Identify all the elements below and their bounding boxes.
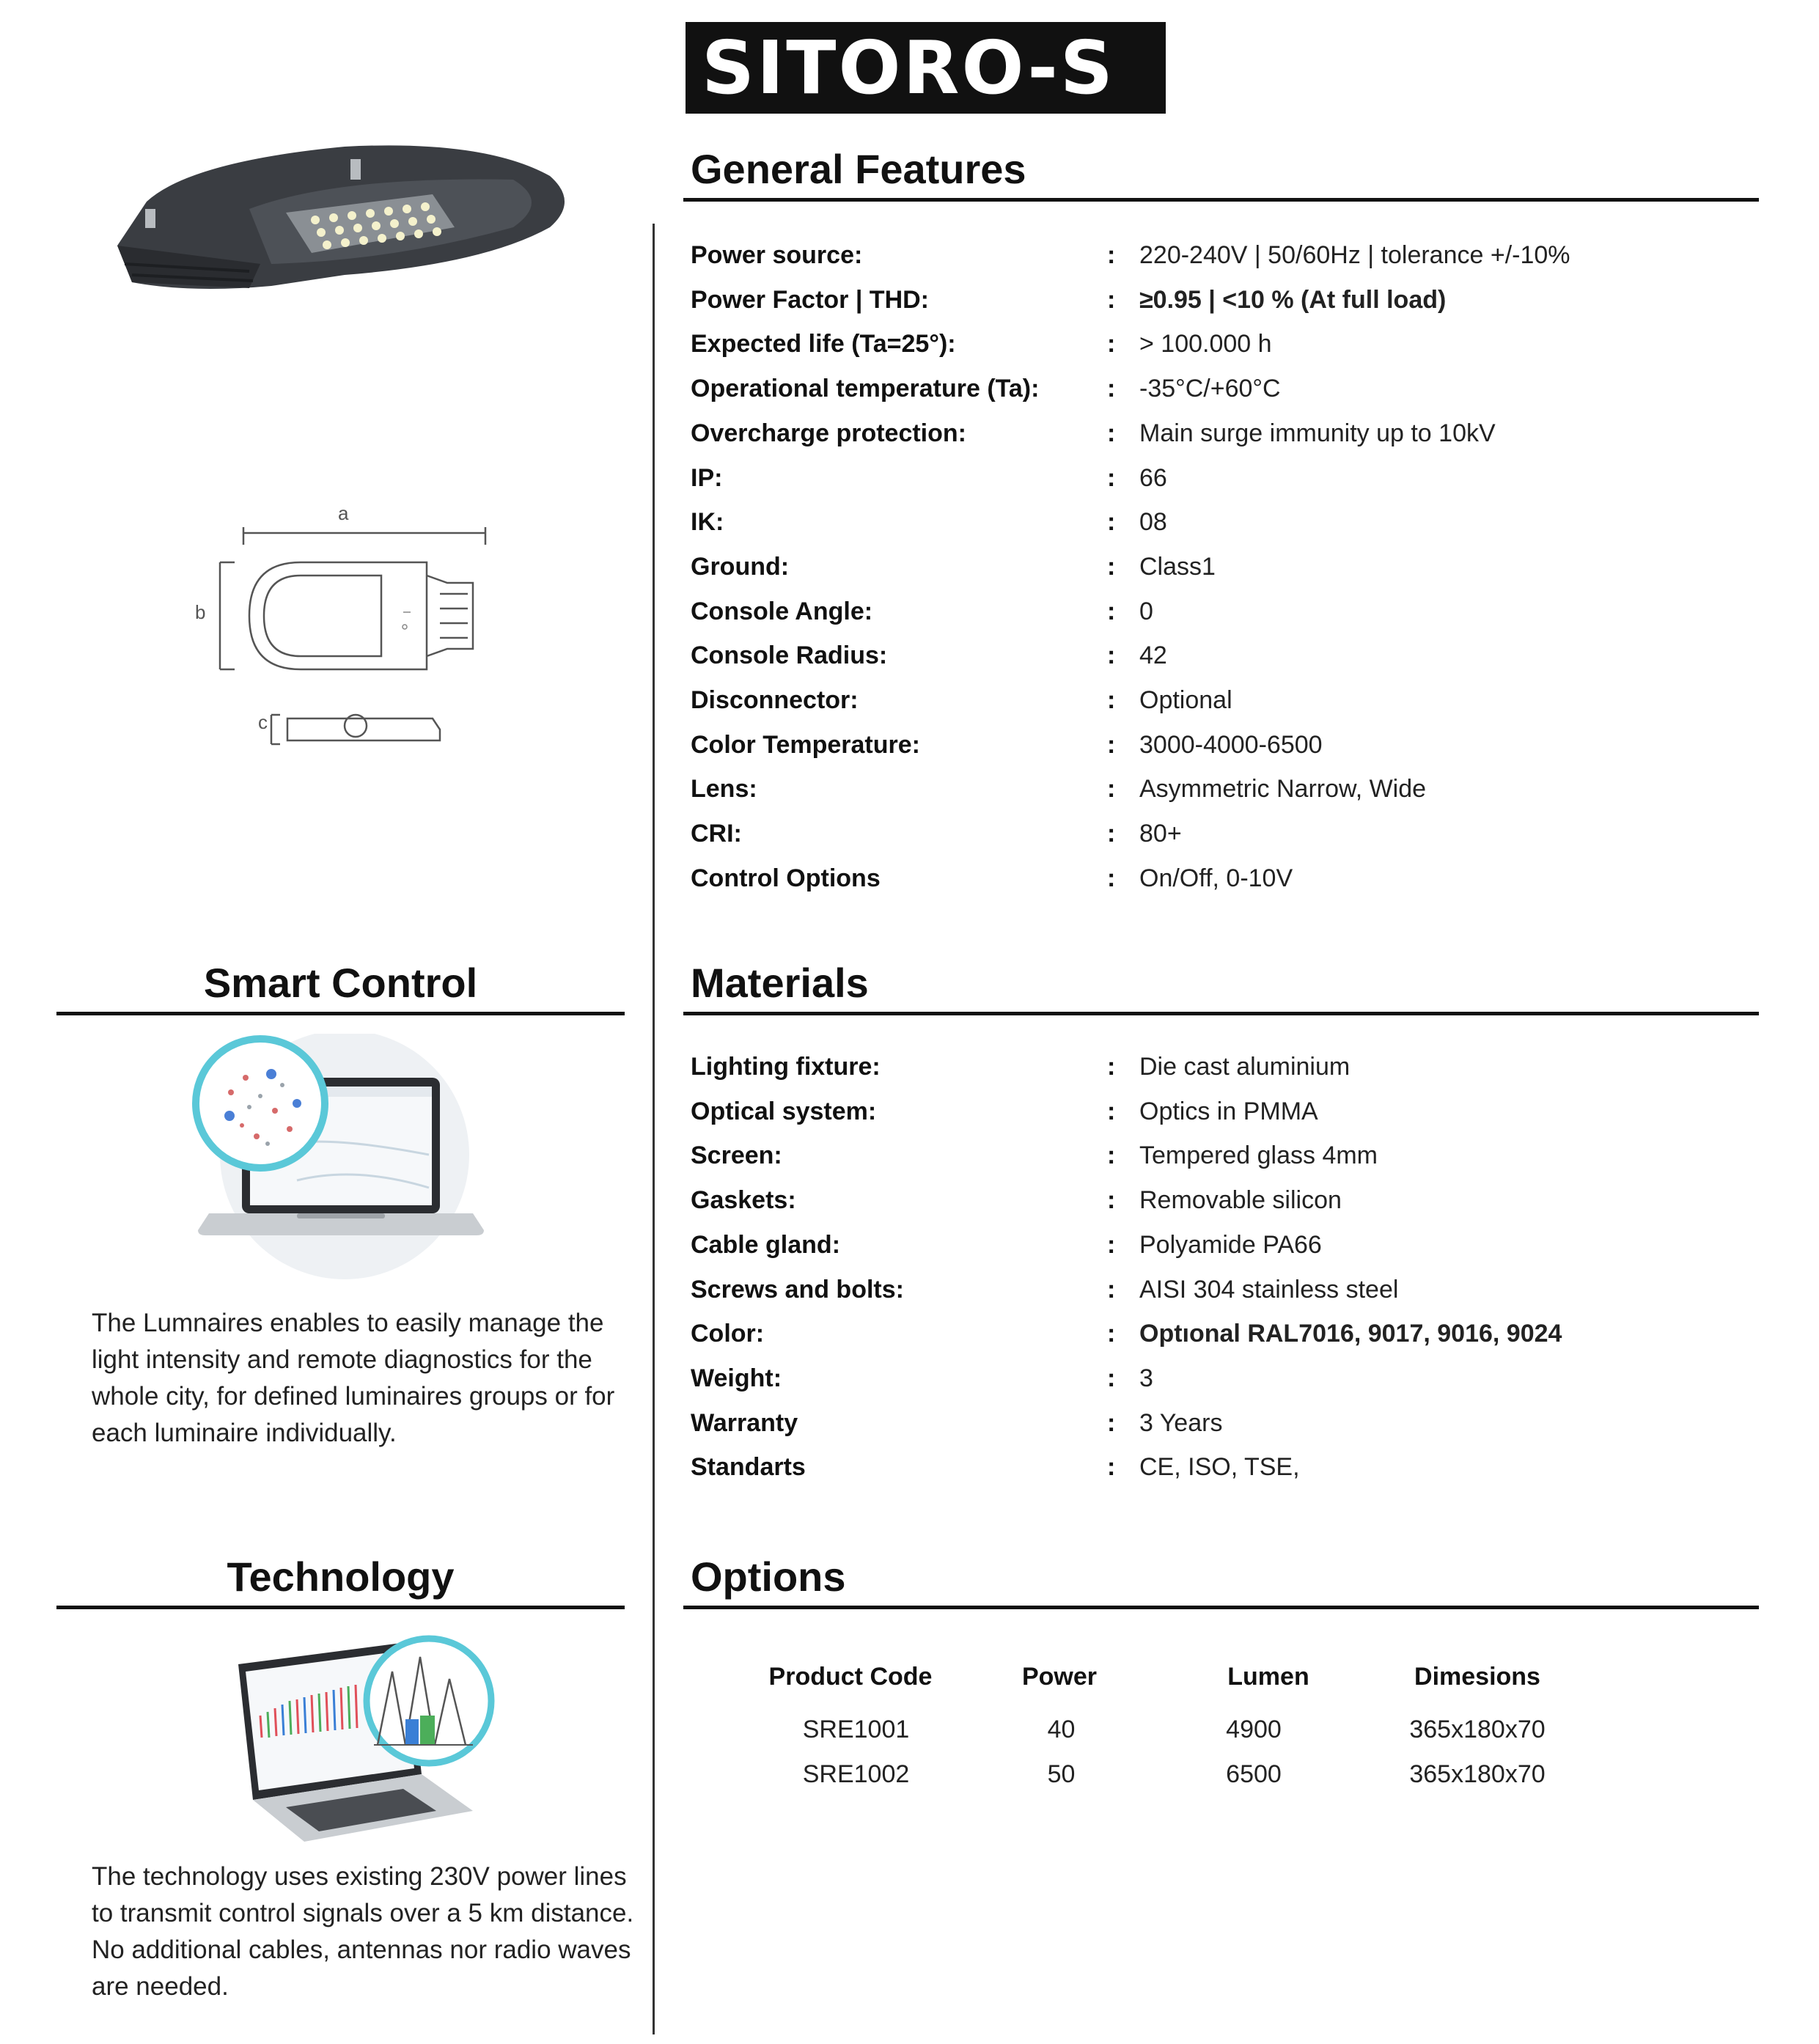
options-heading: Options [691, 1554, 846, 1600]
spec-row [691, 1178, 1754, 1222]
spec-row [691, 1089, 1754, 1133]
spec-label: Warranty [691, 1408, 798, 1437]
spec-row [691, 545, 1754, 589]
spec-value: CE, ISO, TSE, [1139, 1453, 1300, 1482]
spec-colon: : [1107, 1230, 1116, 1259]
spec-label: Disconnector: [691, 686, 859, 714]
materials-rule [683, 1012, 1759, 1015]
spec-colon: : [1107, 463, 1116, 492]
spec-row [691, 589, 1754, 633]
spec-row [691, 1268, 1754, 1312]
spec-value: 3000-4000-6500 [1139, 730, 1323, 759]
options-cell-dimensions: 365x180x70 [1409, 1716, 1546, 1743]
spec-row [691, 278, 1754, 322]
options-cell-dimensions: 365x180x70 [1409, 1760, 1546, 1788]
spec-value: Optional [1139, 686, 1232, 714]
spec-label: Lighting fixture: [691, 1053, 881, 1081]
spec-label: Cable gland: [691, 1230, 841, 1259]
spec-value: Optıonal RAL7016, 9017, 9016, 9024 [1139, 1320, 1562, 1348]
options-cell-code: SRE1002 [802, 1760, 910, 1788]
spec-colon: : [1107, 730, 1116, 759]
spec-value: -35°C/+60°C [1139, 375, 1281, 403]
spec-value: > 100.000 h [1139, 330, 1272, 359]
spec-value: AISI 304 stainless steel [1139, 1275, 1399, 1304]
spec-label: Color Temperature: [691, 730, 920, 759]
spec-row [691, 1401, 1754, 1445]
options-col-dimensions: Dimesions [1414, 1663, 1540, 1691]
spec-value: 08 [1139, 508, 1167, 537]
spec-value: Removable silicon [1139, 1186, 1342, 1215]
spec-colon: : [1107, 1186, 1116, 1215]
spec-label: Weight: [691, 1364, 782, 1392]
spec-row [691, 812, 1754, 856]
spec-colon: : [1107, 508, 1116, 537]
spec-colon: : [1107, 1320, 1116, 1348]
options-col-power: Power [1021, 1663, 1098, 1691]
spec-colon: : [1107, 552, 1116, 581]
smart-control-illustration [187, 1034, 495, 1283]
spec-label: Screen: [691, 1142, 782, 1170]
spec-row [691, 1133, 1754, 1177]
spec-row [691, 767, 1754, 811]
spec-value: Die cast aluminium [1139, 1053, 1351, 1081]
spec-colon: : [1107, 419, 1116, 447]
spec-row [691, 1445, 1754, 1489]
options-cell-lumen: 4900 [1226, 1716, 1282, 1743]
technology-heading: Technology [227, 1554, 455, 1600]
spec-label: Standarts [691, 1453, 806, 1482]
materials-heading: Materials [691, 960, 869, 1006]
spec-label: Control Options [691, 864, 881, 892]
spec-label: IP: [691, 463, 723, 492]
technology-text: The technology uses existing 230V power lines to transmit control signals over a 5 km distance. No additional cables, antennas nor radio waves are needed. [92, 1862, 634, 2001]
spec-colon: : [1107, 1097, 1116, 1125]
spec-colon: : [1107, 597, 1116, 625]
dimension-label-a: a [338, 502, 349, 524]
spec-value: ≥0.95 | <10 % (At full load) [1139, 285, 1447, 314]
spec-label: Ground: [691, 552, 790, 581]
spec-colon: : [1107, 775, 1116, 804]
spec-label: Console Angle: [691, 597, 873, 625]
options-cell-power: 40 [1047, 1716, 1076, 1743]
technology-illustration [216, 1628, 495, 1848]
options-cell-power: 50 [1047, 1760, 1076, 1788]
options-cell-code: SRE1001 [802, 1716, 910, 1743]
spec-row [691, 322, 1754, 366]
spec-colon: : [1107, 686, 1116, 714]
spec-label: Screws and bolts: [691, 1275, 904, 1304]
spec-row [691, 1045, 1754, 1089]
spec-colon: : [1107, 241, 1116, 269]
spec-value: 220-240V | 50/60Hz | tolerance +/-10% [1139, 241, 1570, 269]
spec-colon: : [1107, 1408, 1116, 1437]
spec-row [691, 1356, 1754, 1400]
spec-label: Expected life (Ta=25°): [691, 330, 956, 359]
luminaire-photo [103, 136, 579, 304]
spec-value: Asymmetric Narrow, Wide [1139, 775, 1427, 804]
smart-control-rule [56, 1012, 625, 1015]
spec-label: IK: [691, 508, 724, 537]
smart-control-heading: Smart Control [203, 960, 478, 1006]
spec-label: Power source: [691, 241, 863, 269]
spec-row [691, 233, 1754, 277]
spec-colon: : [1107, 1453, 1116, 1482]
spec-row [691, 1223, 1754, 1267]
technology-rule [56, 1606, 625, 1609]
spec-row [691, 856, 1754, 900]
spec-colon: : [1107, 1142, 1116, 1170]
spec-row [691, 411, 1754, 455]
spec-row [691, 1312, 1754, 1356]
spec-colon: : [1107, 820, 1116, 848]
spec-value: 0 [1139, 597, 1153, 625]
spec-colon: : [1107, 330, 1116, 359]
spec-label: CRI: [691, 820, 742, 848]
options-col-lumen: Lumen [1227, 1663, 1309, 1691]
spec-label: Gaskets: [691, 1186, 796, 1215]
spec-label: Console Radius: [691, 641, 888, 670]
spec-colon: : [1107, 375, 1116, 403]
spec-colon: : [1107, 864, 1116, 892]
spec-value: 42 [1139, 641, 1167, 670]
spec-label: Lens: [691, 775, 757, 804]
product-title: SITORO-S [686, 22, 1166, 114]
spec-value: Main surge immunity up to 10kV [1139, 419, 1496, 447]
spec-value: Optics in PMMA [1139, 1097, 1318, 1125]
spec-value: 3 [1139, 1364, 1153, 1392]
spec-colon: : [1107, 641, 1116, 670]
dimension-drawing [191, 502, 499, 755]
spec-row [691, 456, 1754, 500]
spec-value: 80+ [1139, 820, 1182, 848]
spec-value: Tempered glass 4mm [1139, 1142, 1378, 1170]
spec-colon: : [1107, 1275, 1116, 1304]
spec-label: Color: [691, 1320, 765, 1348]
spec-colon: : [1107, 1364, 1116, 1392]
dimension-label-b: b [195, 601, 206, 623]
spec-value: 66 [1139, 463, 1167, 492]
options-col-product-code: Product Code [768, 1663, 933, 1691]
spec-label: Power Factor | THD: [691, 285, 929, 314]
spec-value: Polyamide PA66 [1139, 1230, 1322, 1259]
options-cell-lumen: 6500 [1226, 1760, 1282, 1788]
general-features-rule [683, 198, 1759, 202]
spec-value: On/Off, 0-10V [1139, 864, 1293, 892]
options-rule [683, 1606, 1759, 1609]
spec-value: 3 Years [1139, 1408, 1223, 1437]
spec-row [691, 367, 1754, 411]
spec-label: Overcharge protection: [691, 419, 966, 447]
general-features-heading: General Features [691, 146, 1026, 192]
spec-row [691, 633, 1754, 677]
spec-value: Class1 [1139, 552, 1216, 581]
spec-row [691, 500, 1754, 544]
spec-colon: : [1107, 285, 1116, 314]
smart-control-text: The Lumnaires enables to easily manage the light intensity and remote diagnostics for the whole city, for defined luminaires groups or for each luminaire individually. [92, 1309, 615, 1447]
spec-label: Operational temperature (Ta): [691, 375, 1040, 403]
spec-colon: : [1107, 1053, 1116, 1081]
dimension-label-c: c [258, 711, 268, 733]
spec-row [691, 678, 1754, 722]
spec-row [691, 723, 1754, 767]
spec-label: Optical system: [691, 1097, 877, 1125]
column-divider [653, 224, 655, 2034]
